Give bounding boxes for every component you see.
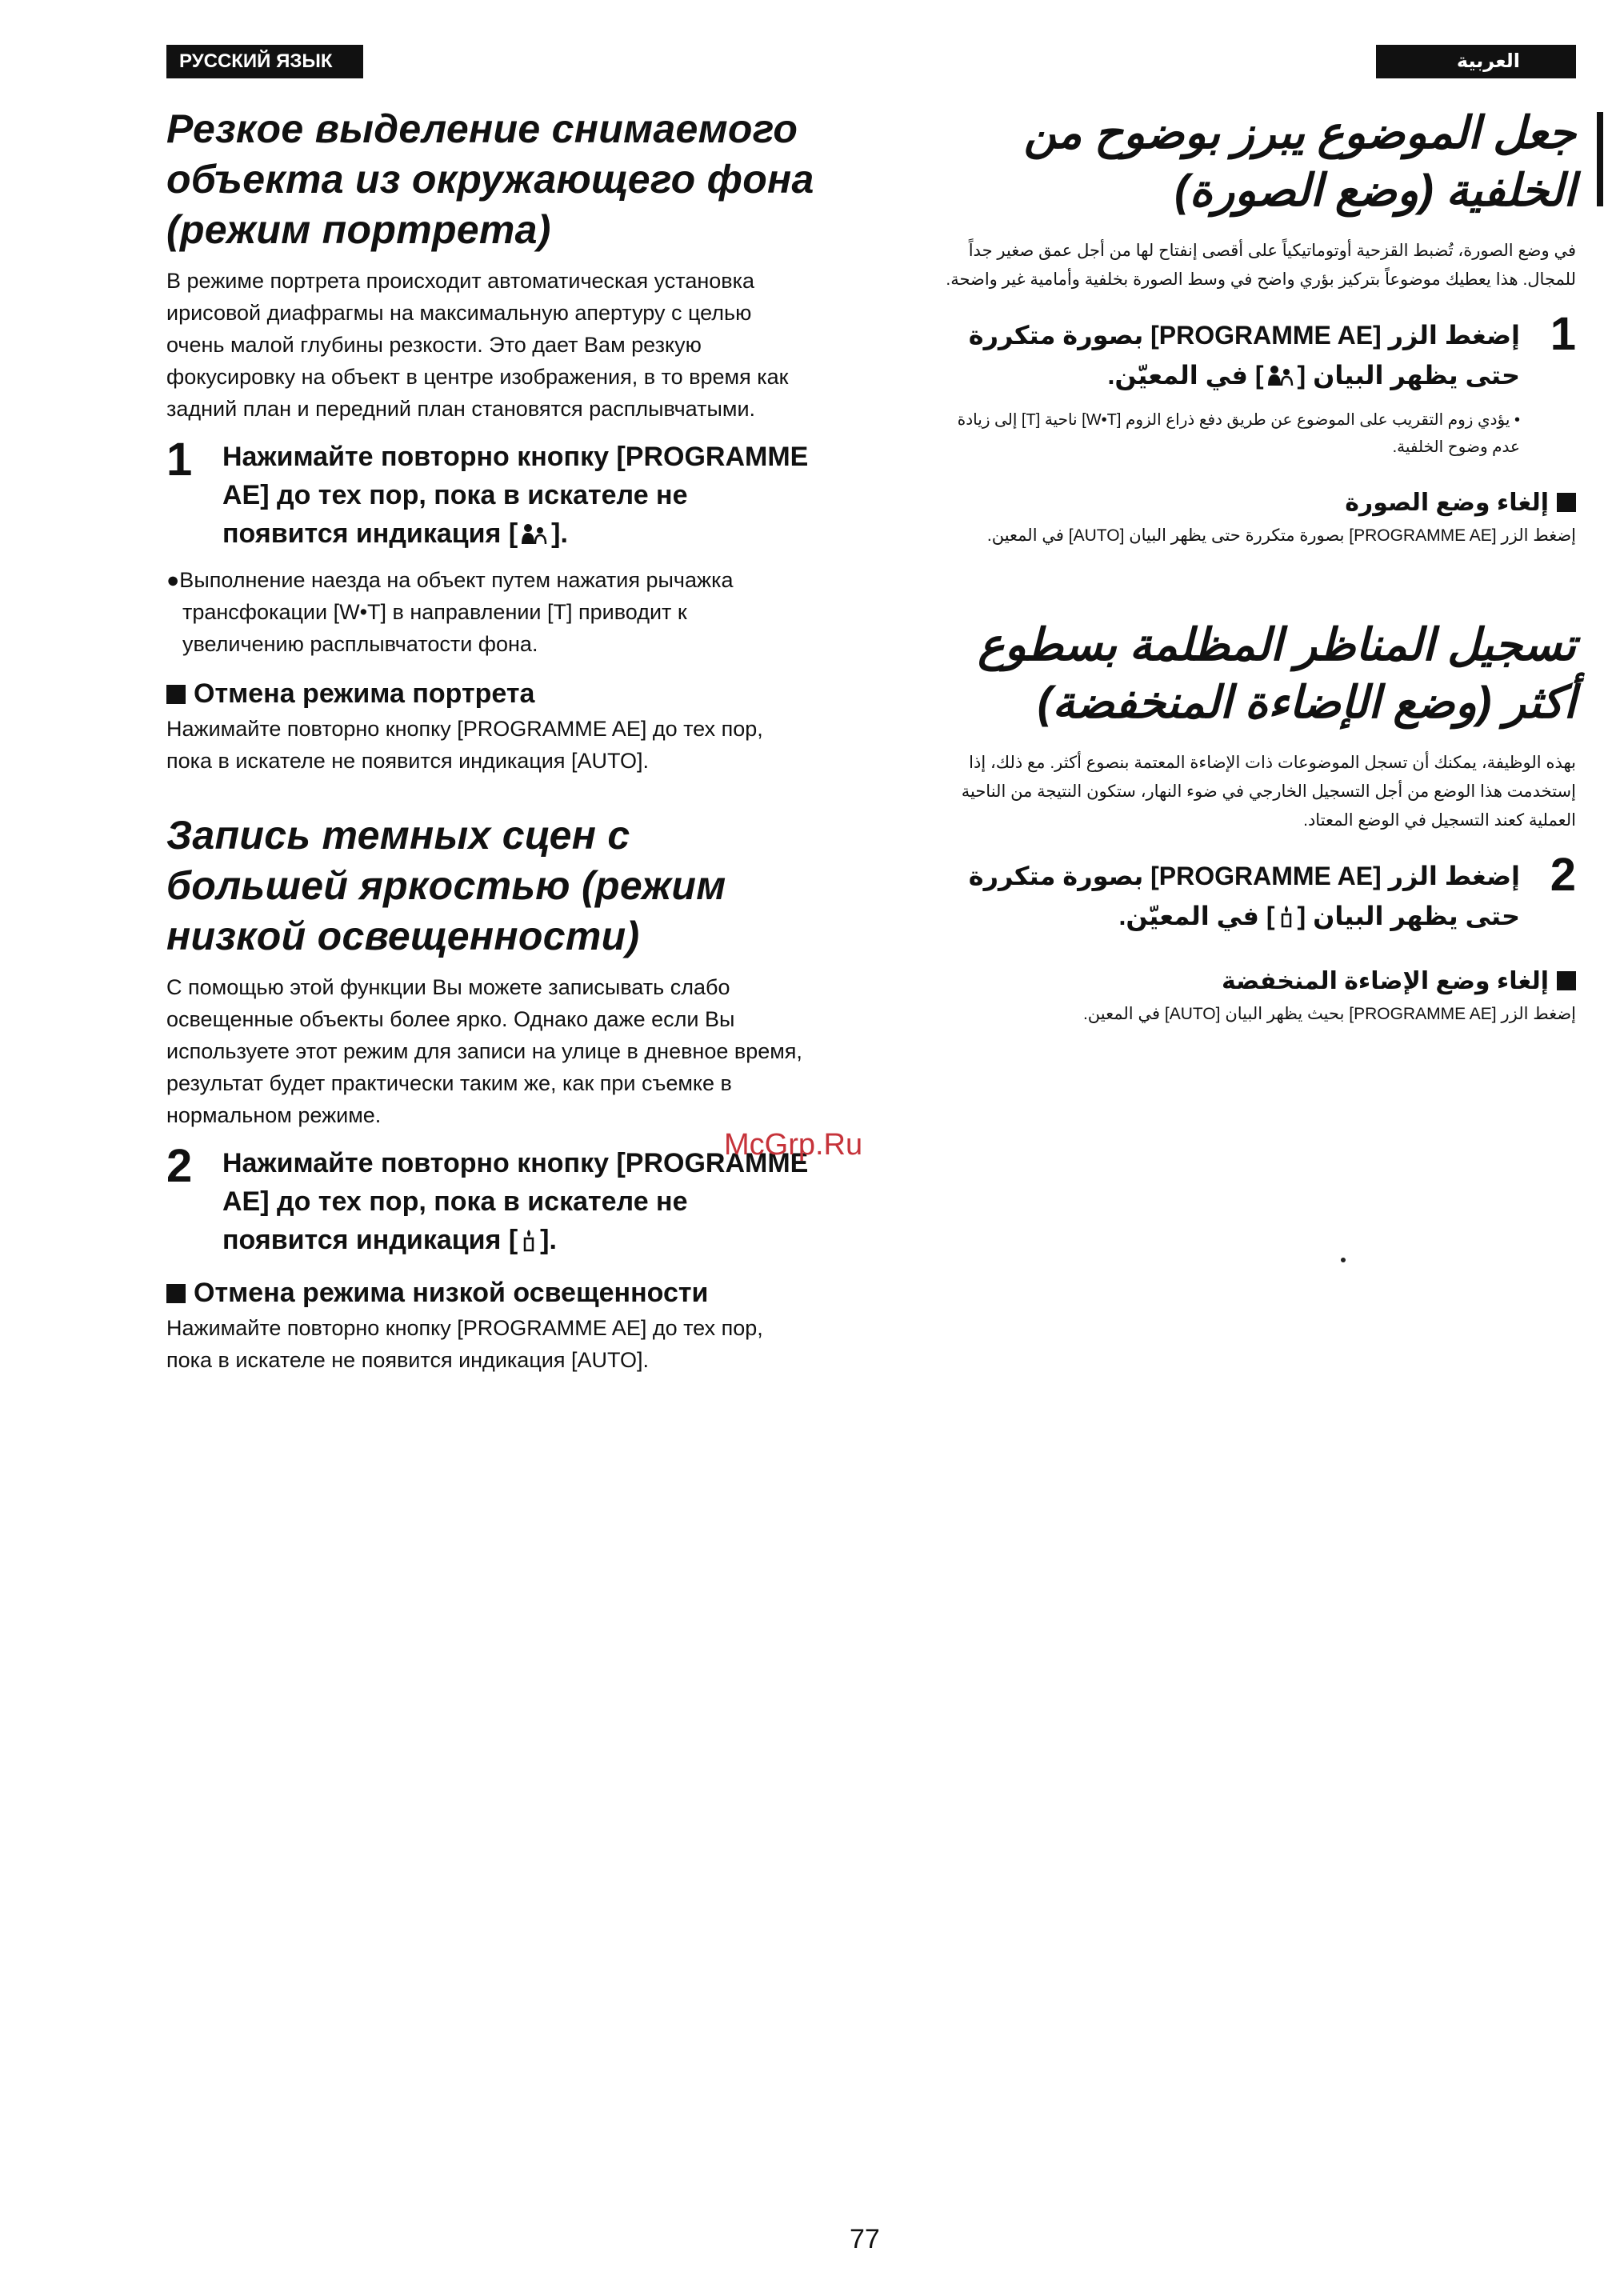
stray-dot [1341,1258,1346,1262]
language-tag-russian: РУССКИЙ ЯЗЫК [166,45,363,78]
portrait-mode-icon [1267,358,1294,398]
low-light-step-ar [928,849,1576,939]
low-light-mode-icon [521,1224,537,1262]
russian-column [166,104,814,1386]
portrait-step-ar [928,308,1576,398]
cancel-portrait-text: Нажимайте повторно кнопку [PROGRAMME AE] до тех пор, пока в искателе не появится индикация [AUTO]. [166,717,763,773]
section-edge-marker [1597,112,1603,206]
step-number: 2 [1550,849,1576,901]
square-bullet-icon [166,1284,186,1303]
step-number: 1 [1550,308,1576,360]
cancel-portrait-heading: Отмена режима портрета [166,674,814,713]
low-light-mode-title: Запись темных сцен с большей яркостью (режим низкой освещенности) [166,813,726,958]
square-bullet-icon [166,685,186,704]
step-instruction-ar: إضغط الزر [PROGRAMME AE] بصورة متكررة حتى يظهر البيان [] في المعيّن. [928,315,1520,398]
step-instruction: Нажимайте повторно кнопку [PROGRAMME AE] до тех пор, пока в искателе не появится индикация [ ]. [222,438,814,556]
portrait-zoom-note: ●Выполнение наезда на объект путем нажатия рычажка трансфокации [W•T] в направлении [T] приводит к увеличению расплывчатости фона. [166,568,734,656]
portrait-mode-title-ar: جعل الموضوع يبرز بوضوح من الخلفية (وضع الصورة) [1023,107,1576,215]
portrait-mode-intro-ar: في وضع الصورة، تُضبط القزحية أوتوماتيكياً على أقصى إنفتاح لها من أجل عمق صغير جداً للمجال. هذا يعطيك موضوعاً بتركيز بؤري واضح في وسط الصورة بخلفية وأمامية غير واضحة. [946,242,1576,289]
arabic-column [928,104,1576,1038]
low-light-mode-icon [1278,899,1294,939]
low-light-mode-intro-ar: بهذه الوظيفة، يمكنك أن تسجل الموضوعات ذات الإضاءة المعتمة بنصوع أكثر. مع ذلك، إذا إستخدمت هذا الوضع من أجل التسجيل الخارجي في ضوء النهار، ستكون النتيجة من الناحية العملية كعند التسجيل في الوضع المعتاد. [961,754,1576,830]
portrait-zoom-note-ar: • يؤدي زوم التقريب على الموضوع عن طريق دفع ذراع الزوم [W•T] ناحية [T] إلى زيادة عدم وضوح الخلفية. [957,411,1520,456]
cancel-low-light-text: Нажимайте повторно кнопку [PROGRAMME AE] до тех пор, пока в искателе не появится индикация [AUTO]. [166,1316,763,1372]
step-instruction-ar: إضغط الزر [PROGRAMME AE] بصورة متكررة حتى يظهر البيان [] في المعيّن. [928,856,1520,939]
language-tag-arabic: العربية [1376,45,1576,78]
portrait-mode-icon [521,518,548,556]
square-bullet-icon [1557,493,1576,512]
step-number: 2 [166,1140,193,1192]
portrait-step [166,434,814,556]
step-number: 1 [166,434,193,486]
cancel-low-light-heading: Отмена режима низкой освещенности [166,1274,814,1312]
low-light-mode-intro: С помощью этой функции Вы можете записывать слабо освещенные объекты более ярко. Однако даже если Вы используете этот режим для записи на улице в дневное время, результат будет практически таким же, как при съемке в нормальном режиме. [166,975,802,1127]
cancel-low-light-text-ar: إضغط الزر [PROGRAMME AE] بحيث يظهر البيان [AUTO] في المعين. [1082,1005,1576,1023]
square-bullet-icon [1557,971,1576,990]
portrait-mode-intro: В режиме портрета происходит автоматическая установка ирисовой диафрагмы на максимальную апертуру с целью очень малой глубины резкости. Это дает Вам резкую фокусировку на объект в центре изображения, в то время как задний план и передний план становятся расплывчатыми. [166,269,789,421]
low-light-step [166,1140,814,1262]
step-instruction: Нажимайте повторно кнопку [PROGRAMME AE] до тех пор, пока в искателе не появится индикация [ ]. [222,1144,814,1262]
cancel-portrait-text-ar: إضغط الزر [PROGRAMME AE] بصورة متكررة حتى يظهر البيان [AUTO] في المعين. [986,526,1576,545]
page-number: 77 [850,2224,880,2254]
cancel-portrait-heading-ar: إلغاء وضع الصورة [928,485,1576,522]
portrait-mode-title: Резкое выделение снимаемого объекта из окружающего фона (режим портрета) [166,106,814,252]
watermark: McGrp.Ru [724,1128,863,1162]
cancel-low-light-heading-ar: إلغاء وضع الإضاءة المنخفضة [928,963,1576,1000]
low-light-mode-title-ar: تسجيل المناظر المظلمة بسطوع أكثر (وضع الإضاءة المنخفضة) [978,619,1576,727]
